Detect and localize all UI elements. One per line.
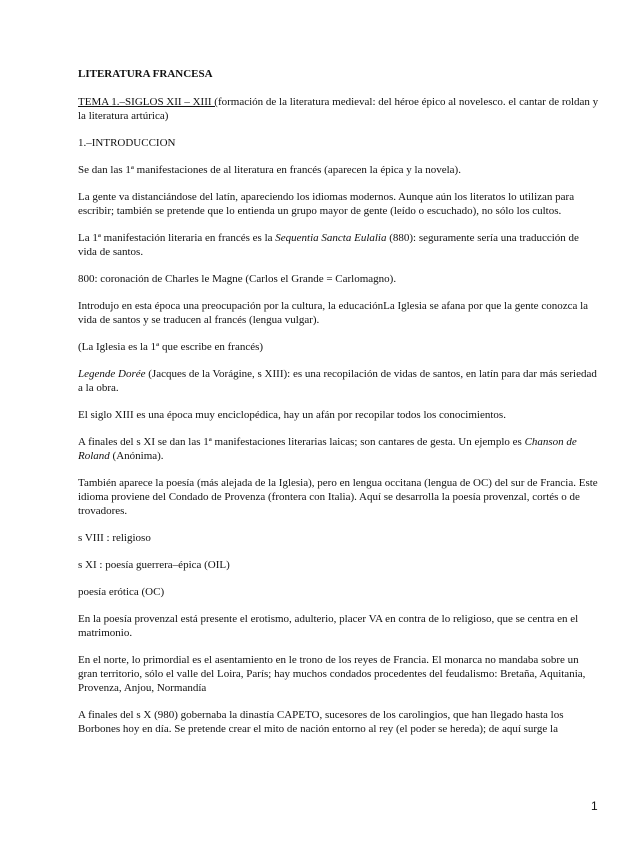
paragraph-7-text: (Jacques de la Vorágine, s XIII): es una recopilación de vidas de santos, en latín para dar más seriedad a la obra.: [78, 368, 597, 394]
paragraph-11: s VIII : religioso: [78, 532, 151, 544]
paragraph-7: [78, 367, 600, 395]
paragraph-3-text-b: (880): seguramente sería una traducción de vida de santos.: [78, 232, 579, 258]
paragraph-15: En el norte, lo primordial es el asentamiento en le trono de los reyes de Francia. El monarca no mandaba sobre un gran territorio, sólo el valle del Loira, París; hay muchos condados procedentes del feudalismo: Bretaña, Aquitania, Provenza, Anjou, Normandía: [78, 654, 586, 694]
section-heading: 1.–INTRODUCCION: [78, 137, 176, 149]
paragraph-8: El siglo XIII es una época muy enciclopédica, hay un afán por recopilar todos los conocimientos.: [78, 409, 506, 421]
paragraph-3: [78, 231, 600, 259]
paragraph-9-text-a: A finales del s XI se dan las 1ª manifestaciones literarias laicas; son cantares de gesta. Un ejemplo es: [78, 436, 525, 448]
paragraph-9-text-b: (Anónima).: [109, 450, 164, 462]
paragraph-9-italic: Chanson de Roland: [78, 436, 577, 462]
tema-heading: [78, 95, 600, 123]
tema-heading-underlined: TEMA 1.–SIGLOS XII – XIII (: [78, 96, 218, 108]
paragraph-3-text-a: La 1ª manifestación literaria en francés es la: [78, 232, 276, 244]
paragraph-2: La gente va distanciándose del latín, apareciendo los idiomas modernos. Aunque aún los literatos lo utilizan para escribir; también se pretende que lo entienda un grupo mayor de gente (leído o escuchado), no sólo los cultos.: [78, 191, 575, 217]
page-number: 1: [591, 799, 598, 813]
paragraph-16: A finales del s X (980) gobernaba la dinastía CAPETO, sucesores de los carolingios, que han llegado hasta los Borbones hoy en día. Se pretende crear el mito de nación entorno al rey (el poder se hereda); de aquí surge la: [78, 709, 564, 735]
paragraph-10: También aparece la poesía (más alejada de la Iglesia), pero en lengua occitana (lengua de OC) del sur de Francia. Este idioma proviene del Condado de Provenza (frontera con Italia). Aquí se desarrolla la poesía provenzal, cortés o de trovadores.: [78, 477, 598, 517]
paragraph-4: 800: coronación de Charles le Magne (Carlos el Grande = Carlomagno).: [78, 273, 397, 285]
paragraph-12: s XI : poesía guerrera–épica (OIL): [78, 559, 230, 571]
paragraph-5: Introdujo en esta época una preocupación por la cultura, la educaciónLa Iglesia se afana por que la gente conozca la vida de santos y se traducen al francés (lengua vulgar).: [78, 300, 589, 326]
tema-heading-rest: formación de la literatura medieval: del héroe épico al novelesco. el cantar de roldan y la literatura artúrica): [78, 96, 599, 122]
paragraph-1: Se dan las 1ª manifestaciones de al literatura en francés (aparecen la épica y la novela).: [78, 164, 461, 176]
paragraph-3-italic: Sequentia Sancta Eulalia: [275, 232, 387, 244]
document-body: [78, 67, 600, 749]
paragraph-13: poesía erótica (OC): [78, 586, 165, 598]
paragraph-6: (La Iglesia es la 1ª que escribe en francés): [78, 341, 264, 353]
document-title: LITERATURA FRANCESA: [78, 68, 213, 80]
paragraph-7-italic: Legende Dorée: [78, 368, 146, 380]
paragraph-9: [78, 435, 600, 463]
paragraph-14: En la poesía provenzal está presente el erotismo, adulterio, placer VA en contra de lo religioso, que se centra en el matrimonio.: [78, 613, 579, 639]
